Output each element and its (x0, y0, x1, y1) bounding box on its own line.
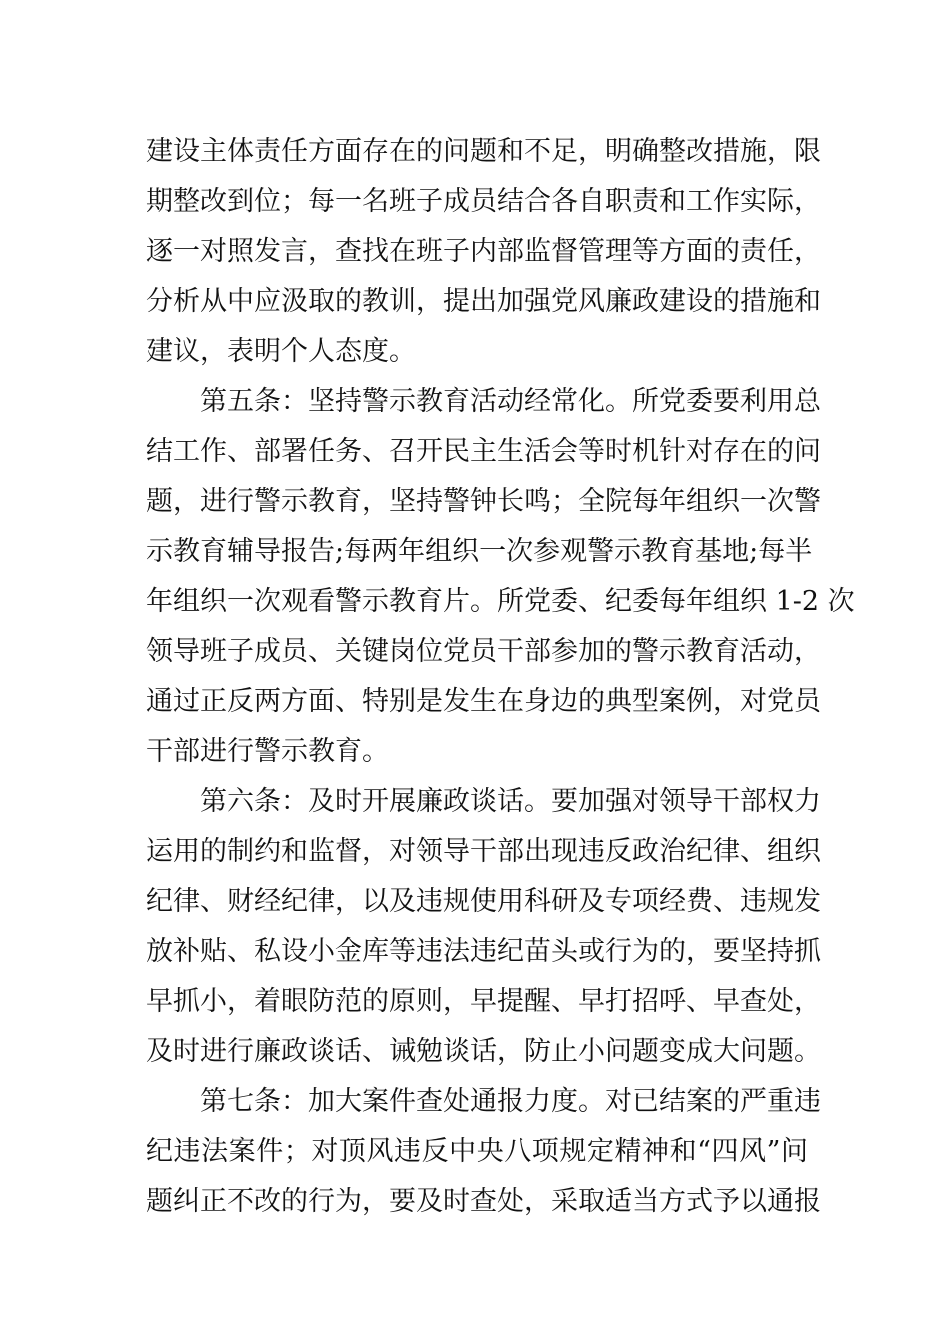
text-line: 干部进行警示教育。 (146, 736, 389, 767)
text-line: 逐一对照发言，查找在班子内部监督管理等方面的责任， (146, 236, 821, 267)
text-line: 放补贴、私设小金库等违法违纪苗头或行为的，要坚持抓 (146, 936, 821, 967)
text-line: 第六条：及时开展廉政谈话。要加强对领导干部权力 (146, 786, 821, 817)
text-line: 第五条：坚持警示教育活动经常化。所党委要利用总 (146, 386, 821, 417)
text-line: 运用的制约和监督，对领导干部出现违反政治纪律、组织 (146, 836, 821, 867)
text-line: 建设主体责任方面存在的问题和不足，明确整改措施，限 (146, 136, 821, 167)
text-line: 分析从中应汲取的教训，提出加强党风廉政建设的措施和 (146, 286, 821, 317)
text-line: 领导班子成员、关键岗位党员干部参加的警示教育活动， (146, 636, 821, 667)
text-line: 示教育辅导报告;每两年组织一次参观警示教育基地;每半 (146, 536, 813, 567)
text-line: 通过正反两方面、特别是发生在身边的典型案例，对党员 (146, 686, 821, 717)
text-line: 题，进行警示教育，坚持警钟长鸣；全院每年组织一次警 (146, 486, 821, 517)
text-line: 建议，表明个人态度。 (146, 336, 416, 367)
text-line: 年组织一次观看警示教育片。所党委、纪委每年组织 1-2 次 (146, 586, 855, 617)
text-line: 第七条：加大案件查处通报力度。对已结案的严重违 (146, 1086, 821, 1117)
text-line: 早抓小，着眼防范的原则，早提醒、早打招呼、早查处， (146, 986, 821, 1017)
text-line: 及时进行廉政谈话、诫勉谈话，防止小问题变成大问题。 (146, 1036, 821, 1067)
body-text (146, 127, 855, 1227)
text-line: 纪律、财经纪律，以及违规使用科研及专项经费、违规发 (146, 886, 821, 917)
text-line: 结工作、部署任务、召开民主生活会等时机针对存在的问 (146, 436, 821, 467)
text-line: 纪违法案件；对顶风违反中央八项规定精神和“四风”问 (146, 1136, 808, 1167)
text-line: 期整改到位；每一名班子成员结合各自职责和工作实际， (146, 186, 821, 217)
text-line: 题纠正不改的行为，要及时查处，采取适当方式予以通报 (146, 1186, 821, 1217)
